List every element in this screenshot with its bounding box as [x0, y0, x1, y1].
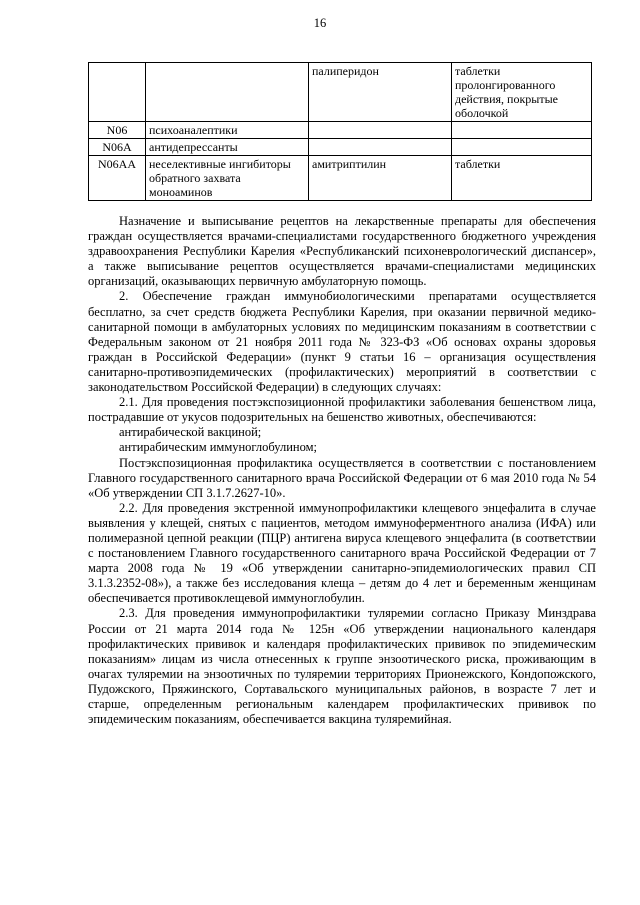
table-cell-drug: палиперидон: [309, 63, 452, 122]
table-cell-code: N06: [89, 122, 146, 139]
table-cell-code: N06A: [89, 139, 146, 156]
table-cell-form: таблетки: [452, 156, 592, 201]
table-cell-form: таблетки пролонгированного действия, покрытые оболочкой: [452, 63, 592, 122]
paragraph-2-2: 2.2. Для проведения экстренной иммунопрофилактики клещевого энцефалита в случае выявления у клещей, снятых с пациентов, методом иммуноферментного анализа (ИФА) или полимеразной цепной реакции (ПЦР) антигена вируса клещевого энцефалита (в соответствии с постановлением Главного государственного санитарного врача Российской Федерации от 7 марта 2008 года № 19 «Об утверждении санитарно-эпидемиологических правил СП 3.1.3.2352-08»), а также без исследования клеща – детям до 4 лет и беременным женщинам обеспечивается противоклещевой иммуноглобулин.: [88, 500, 596, 606]
table-cell-drug: амитриптилин: [309, 156, 452, 201]
drug-table: [88, 62, 592, 201]
paragraph-post-exposure: Постэкспозиционная профилактика осуществляется в соответствии с постановлением Главного государственного санитарного врача Российской Федерации от 6 мая 2010 года № 54 «Об утверждении СП 3.1.7.2627-10».: [88, 455, 596, 500]
table-cell-form: [452, 139, 592, 156]
table-cell-code: [89, 63, 146, 122]
paragraph-2-3: 2.3. Для проведения иммунопрофилактики туляремии согласно Приказу Минздрава России от 21 марта 2014 года № 125н «Об утверждении национального календаря профилактических прививок и календаря профилактических прививок по эпидемическим показаниям» лицам из числа отнесенных к группе энзоотического риска, проживающим в очагах туляремии на энзоотичных по туляремии территориях Прионежского, Кондопожского, Пудожского, Пряжинского, Сортавальского муниципальных районов, в возрасте 7 лет и старше, определенным региональным календарем профилактических прививок по эпидемическим показаниям, обеспечивается вакцина туляремийная.: [88, 606, 596, 727]
paragraph-2-1: 2.1. Для проведения постэкспозиционной профилактики заболевания бешенством лица, пострадавшие от укусов подозрительных на бешенство животных, обеспечиваются:: [88, 395, 596, 425]
paragraph-prescriptions: Назначение и выписывание рецептов на лекарственные препараты для обеспечения граждан осуществляется врачами-специалистами государственного бюджетного учреждения здравоохранения Республики Карелия «Республиканский психоневрологический диспансер», а также выписывание рецептов осуществляется врачами-специалистами медицинских организаций, оказывающих первичную амбулаторную помощь.: [88, 214, 596, 289]
paragraph-2: 2. Обеспечение граждан иммунобиологическими препаратами осуществляется бесплатно, за счет средств бюджета Республики Карелия, при оказании первичной медико-санитарной помощи в амбулаторных условиях по медицинским показаниям в соответствии с Федеральным законом от 21 ноября 2011 года № 323-ФЗ «Об основах охраны здоровья граждан в Российской Федерации» (пункт 9 статьи 16 – организация осуществления санитарно-противоэпидемических (профилактических) мероприятий в соответствии с законодательством Российской Федерации) в следующих случаях:: [88, 289, 596, 395]
table-cell-group: психоаналептики: [146, 122, 309, 139]
table-cell-group: антидепрессанты: [146, 139, 309, 156]
list-item-rabies-immunoglobulin: антирабическим иммуноглобулином;: [119, 440, 318, 455]
table-cell-drug: [309, 139, 452, 156]
table-row: [89, 139, 592, 156]
table-cell-code: N06AA: [89, 156, 146, 201]
table-row: [89, 122, 592, 139]
table-row: [89, 63, 592, 122]
table-cell-group: [146, 63, 309, 122]
page-number: 16: [313, 16, 327, 30]
table-row: [89, 156, 592, 201]
list-item-rabies-vaccine: антирабической вакциной;: [119, 425, 262, 440]
document-body: [88, 214, 596, 727]
table-cell-group: неселективные ингибиторы обратного захвата моноаминов: [146, 156, 309, 201]
table-cell-drug: [309, 122, 452, 139]
table-cell-form: [452, 122, 592, 139]
